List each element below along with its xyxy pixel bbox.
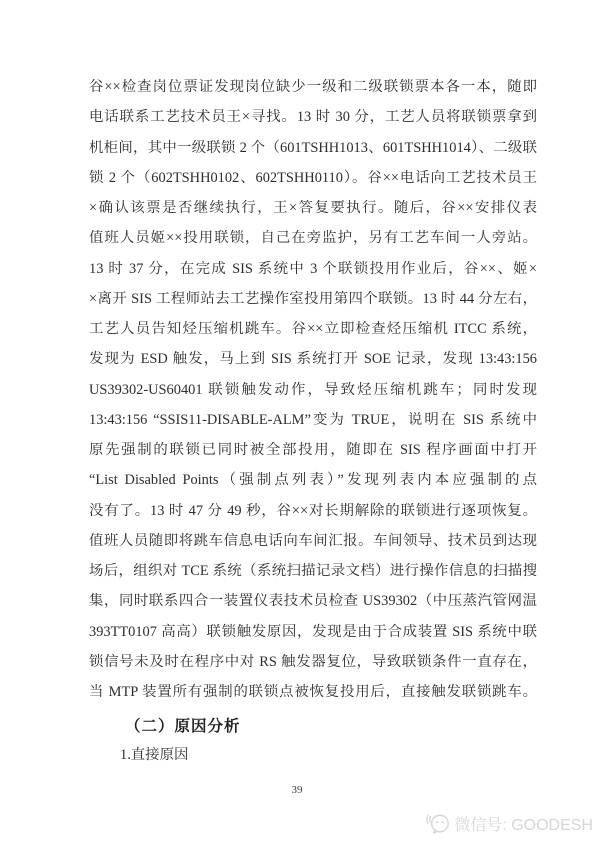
body-text-line: 13:43:156 “SSIS11-DISABLE-ALM”变为 TRUE，说明在 SIS 系统中 xyxy=(89,411,537,428)
list-item-direct-cause: 1.直接原因 xyxy=(120,747,189,763)
body-text-line: US39302-US60401 联锁触发动作，导致烃压缩机跳车；同时发现 xyxy=(89,381,537,398)
body-text-line: 原先强制的联锁已同时被全部投用，随即在 SIS 程序画面中打开 xyxy=(89,442,537,458)
watermark-label: 微信号: GOODESH xyxy=(454,817,593,834)
body-text-line: 锁信号未及时在程序中对 RS 触发器复位，导致联锁条件一直存在， xyxy=(89,653,537,670)
body-text-line: 当 MTP 装置所有强制的联锁点被恢复投用后，直接触发联锁跳车。 xyxy=(89,684,537,700)
body-text-line: ×确认该票是否继续执行，王×答复要执行。随后，谷××安排仪表 xyxy=(89,200,537,216)
wechat-icon xyxy=(426,811,451,836)
body-text-line: 谷××检查岗位票证发现岗位缺少一级和二级联锁票本各一本，随即 xyxy=(89,79,537,95)
body-text-line: 机柜间，其中一级联锁 2 个（601TSHH1013、601TSHH1014）、二级联 xyxy=(89,139,537,156)
section-heading-cause-analysis: （二）原因分析 xyxy=(125,718,241,735)
body-text-line: ×离开 SIS 工程师站去工艺操作室投用第四个联锁。13 时 44 分左右， xyxy=(89,290,537,307)
body-text-line: 工艺人员告知烃压缩机跳车。谷××立即检查烃压缩机 ITCC 系统， xyxy=(89,321,537,337)
body-text-line: 电话联系工艺技术员王×寻找。13 时 30 分，工艺人员将联锁票拿到 xyxy=(89,109,537,126)
body-text-line: 集，同时联系四合一装置仪表技术员检查 US39302（中压蒸汽管网温 xyxy=(89,593,537,610)
body-text-line: 发现为 ESD 触发，马上到 SIS 系统打开 SOE 记录，发现 13:43:156 xyxy=(89,351,537,368)
body-text-line: 393TT0107 高高）联锁触发原因，发现是由于合成装置 SIS 系统中联 xyxy=(89,623,537,640)
body-text-line: “List Disabled Points（强制点列表）”发现列表内本应强制的点 xyxy=(89,472,537,489)
body-text-line: 值班人员随即将跳车信息电话向车间汇报。车间领导、技术员到达现 xyxy=(89,532,537,549)
body-text-line: 场后，组织对 TCE 系统（系统扫描记录文档）进行操作信息的扫描搜 xyxy=(89,563,537,579)
page-number: 39 xyxy=(291,784,303,796)
body-paragraph xyxy=(89,72,537,707)
body-text-line: 13 时 37 分，在完成 SIS 系统中 3 个联锁投用作业后，谷××、姬× xyxy=(89,260,537,277)
body-text-line: 没有了。13 时 47 分 49 秒，谷××对长期解除的联锁进行逐项恢复。 xyxy=(89,502,537,519)
body-text-line: 锁 2 个（602TSHH0102、602TSHH0110）。谷××电话向工艺技术员王 xyxy=(89,169,537,186)
watermark xyxy=(426,811,593,836)
body-text-line: 值班人员姬××投用联锁，自己在旁监护，另有工艺车间一人旁站。 xyxy=(89,230,537,247)
